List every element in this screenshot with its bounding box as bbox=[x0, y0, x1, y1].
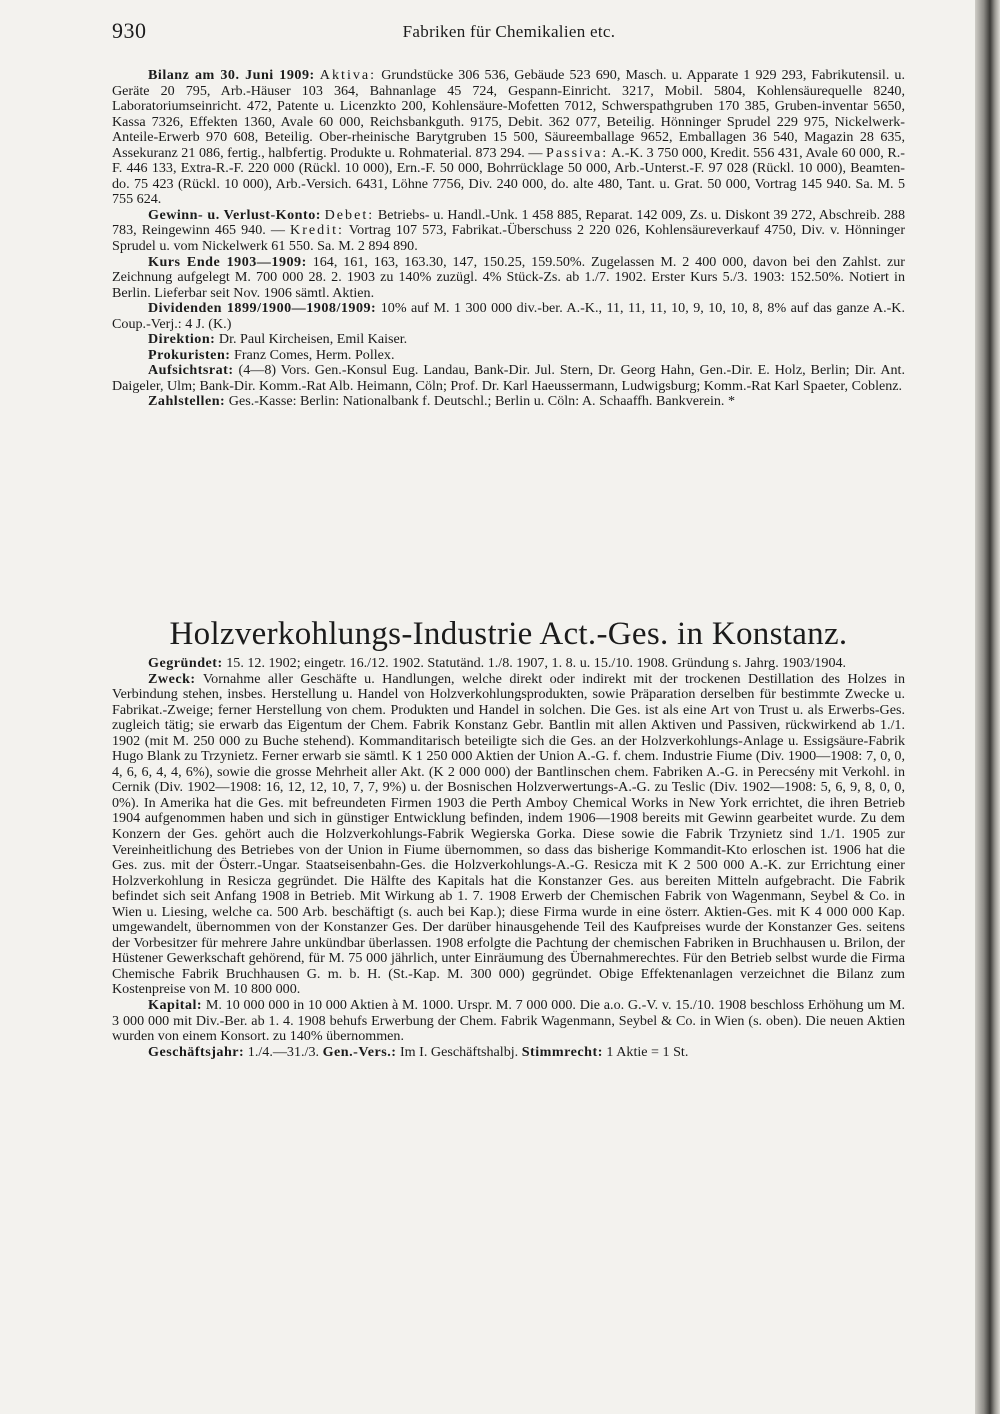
kurs-paragraph bbox=[112, 255, 905, 302]
stimmrecht-text: 1 Aktie = 1 St. bbox=[606, 1043, 689, 1060]
bilanz-paragraph bbox=[112, 68, 905, 208]
gen-vers-label: Gen.-Vers.: bbox=[322, 1043, 397, 1060]
debet-label: Debet: bbox=[324, 206, 375, 223]
direktion-label: Direktion: bbox=[148, 331, 216, 348]
gegruendet-text: 15. 12. 1902; eingetr. 16./12. 1902. Statutänd. 1./8. 1907, 1. 8. u. 15./10. 1908. Gründung s. Jahrg. 1903/1904. bbox=[226, 655, 847, 671]
zahlstellen-label: Zahlstellen: bbox=[148, 393, 226, 410]
bilanz-aktiva-text: Grundstücke 306 536, Gebäude 523 690, Masch. u. Apparate 1 929 293, Fabrikutensil. u. Geräte 20 795, Arb.-Häuser 103 364, Bahnanlage 45 724, Gespann-Einricht. 3217, Mobil. 5804, Kohlensäurequelle 8240, Laboratoriumseinricht. 472, Patente u. Licenzkto 200, Kohlensäure-Mofetten 7012, Schwerspathgruben 170 385, Gruben-inventar 5650, Kassa 7326, Effekten 1360, Avale 60 000, Reichsbankguth. 9175, Debit. 362 077, Beteilig. Hönninger Sprudel 229 975, Nickelwerk-Anteile-Erwerb 970 608, Beteilig. Ober-rheinische Barytgruben 15 500, Säureemballage 9652, Emballagen 36 540, Magazin 28 635, Assekuranz 21 086, fertig., halbfertig. Produkte u. Rohmaterial. 873 294. — bbox=[112, 67, 906, 161]
gewinn-verlust-label: Gewinn- u. Verlust-Konto: bbox=[148, 206, 321, 223]
running-title: Fabriken für Chemikalien etc. bbox=[402, 22, 616, 41]
dividenden-text: 10% auf M. 1 300 000 div.-ber. A.-K., 11, 11, 11, 10, 9, 10, 10, 8, 8% auf das ganze A.-K. Coup.-Verj.: 4 J. (K.) bbox=[112, 300, 905, 332]
direktion-paragraph bbox=[112, 332, 905, 348]
page-number: 930 bbox=[112, 18, 147, 43]
bilanz-label: Bilanz am 30. Juni 1909: bbox=[148, 67, 315, 83]
stimmrecht-label: Stimmrecht: bbox=[521, 1043, 603, 1060]
company-title: Holzverkohlungs-Industrie Act.-Ges. in Konstanz. bbox=[169, 616, 848, 652]
book-binding-edge bbox=[975, 0, 1000, 1414]
aktiva-label: Aktiva: bbox=[319, 67, 377, 83]
gegruendet-label: Gegründet: bbox=[148, 655, 223, 671]
geschaeftsjahr-text: 1./4.—31./3. bbox=[247, 1043, 320, 1060]
kredit-label: Kredit: bbox=[290, 222, 344, 239]
previous-company-entry bbox=[112, 68, 905, 410]
page-header bbox=[112, 18, 906, 48]
direktion-text: Dr. Paul Kircheisen, Emil Kaiser. bbox=[218, 331, 408, 348]
kurs-text: 164, 161, 163, 163.30, 147, 150.25, 159.50%. Zugelassen M. 2 400 000, davon bei den Zahlst. zur Zeichnung aufgelegt M. 700 000 28. 2. 1903 zu 140% zuzügl. 4% Stück-Zs. ab 1./7. 1902. Erster Kurs 5./3. 1903: 152.50%. Notiert in Berlin. Lieferbar seit Nov. 1906 sämtl. Aktien. bbox=[112, 253, 905, 301]
zweck-text: Vornahme aller Geschäfte u. Handlungen, welche direkt oder indirekt mit der trockenen Destillation des Holzes in Verbindung stehen, insbes. Herstellung u. Handel von Holzverkohlungsprodukten, sowie Präparation derselben für bestimmte Zwecke u. Fabrikat.-Zweige; ferner Herstellung von chem. Produkten und Handel in solchen. Die Ges. ist als eine Art von Trust u. als Erwerbs-Ges. zugleich tätig; sie erwarb das Eigentum der Chem. Fabrik Konstanz Gebr. Bantlin mit allen Aktiven und Passiven, rückwirkend ab 1./1. 1902 (mit M. 250 000 zu Buche stehend). Kommanditarisch beteiligte sich die Ges. an der Holzverkohlungs-Anlage u. Essigsäure-Fabrik Hugo Blank zu Trzynietz. Ferner erwarb sie sämtl. K 1 250 000 Aktien der Union A.-G. f. chem. Industrie Fiume (Div. 1900—1908: 7, 0, 0, 4, 6, 6, 4, 4, 6%), sowie die grosse Mehrheit aller Akt. (K 2 000 000) der Bantlinschen chem. Fabriken A.-G. in Perecsény mit Verkohl. in Cernik (Div. 1902—1908: 16, 12, 12, 10, 7, 7, 9%) u. der Bosnischen Holzverwertungs-A.-G. zu Teslic (Div. 1902—1908: 5, 6, 9, 8, 0, 0, 0%). In Amerika hat die Ges. mit befreundeten Firmen 1903 die Perth Amboy Chemical Works in New York errichtet, die ihren Betrieb 1904 aufgenommen haben und sich in günstiger Entwicklung befinden, indem 1906—1908 bereits mit Gewinn gearbeitet wurde. Zu dem Konzern der Ges. gehört auch die Holzverkohlungs-Fabrik Wegierska Gorka. Diese sowie die Fabrik Trzynietz sind 1./1. 1905 zur Vereinheitlichung des Betriebes von der Union in Fiume übernommen, so dass das bisherige Kommandit-Kto erloschen ist. 1906 hat die Ges. zus. mit der Österr.-Ungar. Staatseisenbahn-Ges. die Holzverkohlungs-A.-G. Resicza mit K 2 500 000 A.-K. zur Errichtung einer Holzverkohlung in Resicza gegründet. Die Hälfte des Kapitals hat die Konstanzer Ges. aus bereiten Mitteln aufgebracht. Die Fabrik befindet sich seit Anfang 1908 in Betrieb. Mit Wirkung ab 1. 7. 1908 Erwerb der Chemischen Fabrik von Wagenmann, Seybel & Co. in Wien u. Liesing, welche ca. 500 Arb. beschäftigt (s. auch bei Kap.); diese Firma wurde in eine österr. Aktien-Ges. mit K 4 000 000 Kap. umgewandelt, übernommen von der Konstanzer Ges. Der darüber hinausgehende Teil des Kaufpreises wurde der Konstanzer Ges. seitens der Vorbesitzer für mehrere Jahre unkündbar überlassen. 1908 erfolgte die Pachtung der chemischen Fabriken in Bruchhausen u. Brilon, der Hüstener Gewerkschaft gehörend, für M. 75 000 jährlich, unter Einräumung des Übernahmerechtes. Für den Betrieb selbst wurde die Firma Chemische Fabrik Bruchhausen G. m. b. H. (St.-Kap. M. 300 000) gegründet. Obige Effektenanlagen verzeichnet die Bilanz zum Kostenpreise von M. 10 800 000. bbox=[112, 670, 905, 998]
geschaeftsjahr-paragraph bbox=[112, 1045, 905, 1061]
zweck-label: Zweck: bbox=[148, 670, 196, 687]
aufsichtsrat-text: (4—8) Vors. Gen.-Konsul Eug. Landau, Bank-Dir. Jul. Stern, Dr. Georg Hahn, Gen.-Dir. E. Holz, Berlin; Dir. Ant. Daigeler, Ulm; Bank-Dir. Komm.-Rat Alb. Heimann, Cöln; Prof. Dr. Karl Haeussermann, Ludwigsburg; Komm.-Rat Karl Spaeter, Coblenz. bbox=[112, 362, 905, 394]
zweck-paragraph bbox=[112, 672, 905, 998]
dividenden-label: Dividenden 1899/1900—1908/1909: bbox=[148, 300, 377, 317]
aufsichtsrat-label: Aufsichtsrat: bbox=[148, 362, 234, 379]
prokuristen-paragraph bbox=[112, 348, 905, 364]
kapital-paragraph bbox=[112, 998, 905, 1045]
kapital-label: Kapital: bbox=[148, 997, 203, 1014]
prokuristen-text: Franz Comes, Herm. Pollex. bbox=[234, 346, 395, 363]
zahlstellen-paragraph bbox=[112, 394, 905, 410]
aufsichtsrat-paragraph bbox=[112, 363, 905, 394]
zahlstellen-text: Ges.-Kasse: Berlin: Nationalbank f. Deutschl.; Berlin u. Cöln: A. Schaaffh. Bankverein. * bbox=[228, 393, 736, 410]
gegruendet-paragraph bbox=[112, 656, 905, 672]
geschaeftsjahr-label: Geschäftsjahr: bbox=[148, 1043, 245, 1060]
kurs-label: Kurs Ende 1903—1909: bbox=[148, 253, 307, 270]
passiva-label: Passiva: bbox=[546, 144, 609, 161]
kapital-text: M. 10 000 000 in 10 000 Aktien à M. 1000. Urspr. M. 7 000 000. Die a.o. G.-V. v. 15./10. 1908 beschloss Erhöhung um M. 3 000 000 mit Div.-Ber. ab 1. 4. 1908 behufs Erwerbung der Chem. Fabrik Wagenmann, Seybel & Co. in Wien (s. oben). Die neuen Aktien wurden von einem Konsort. zu 140% übernommen. bbox=[112, 997, 906, 1045]
company-entry bbox=[112, 656, 905, 1060]
prokuristen-label: Prokuristen: bbox=[148, 346, 231, 363]
gen-vers-text: Im I. Geschäftshalbj. bbox=[399, 1043, 519, 1060]
dividenden-paragraph bbox=[112, 301, 905, 332]
gewinn-verlust-debet-text: Betriebs- u. Handl.-Unk. 1 458 885, Reparat. 142 009, Zs. u. Diskont 39 272, Abschreib. 288 783, Reingewinn 465 940. — bbox=[112, 206, 905, 239]
bilanz-passiva-text: A.-K. 3 750 000, Kredit. 556 431, Avale 60 000, R.-F. 446 133, Extra-R.-F. 220 000 (Rückl. 10 000), Ern.-F. 50 000, Bohrrücklage 50 000, Arb.-Unterst.-F. 97 028 (Rückl. 10 000), Beamten- do. 75 423 (Rückl. 10 000), Arb.-Versich. 6431, Löhne 7756, Div. 240 000, do. alte 480, Tant. u. Grat. 50 000, Vortrag 145 940. Sa. M. 5 755 624. bbox=[112, 144, 906, 208]
gewinn-verlust-paragraph bbox=[112, 208, 905, 255]
gewinn-verlust-kredit-text: Vortrag 107 573, Fabrikat.-Überschuss 2 220 026, Kohlensäureverkauf 4750, Div. v. Hönninger Sprudel u. vom Nickelwerk 61 550. Sa. M. 2 894 890. bbox=[112, 222, 906, 255]
